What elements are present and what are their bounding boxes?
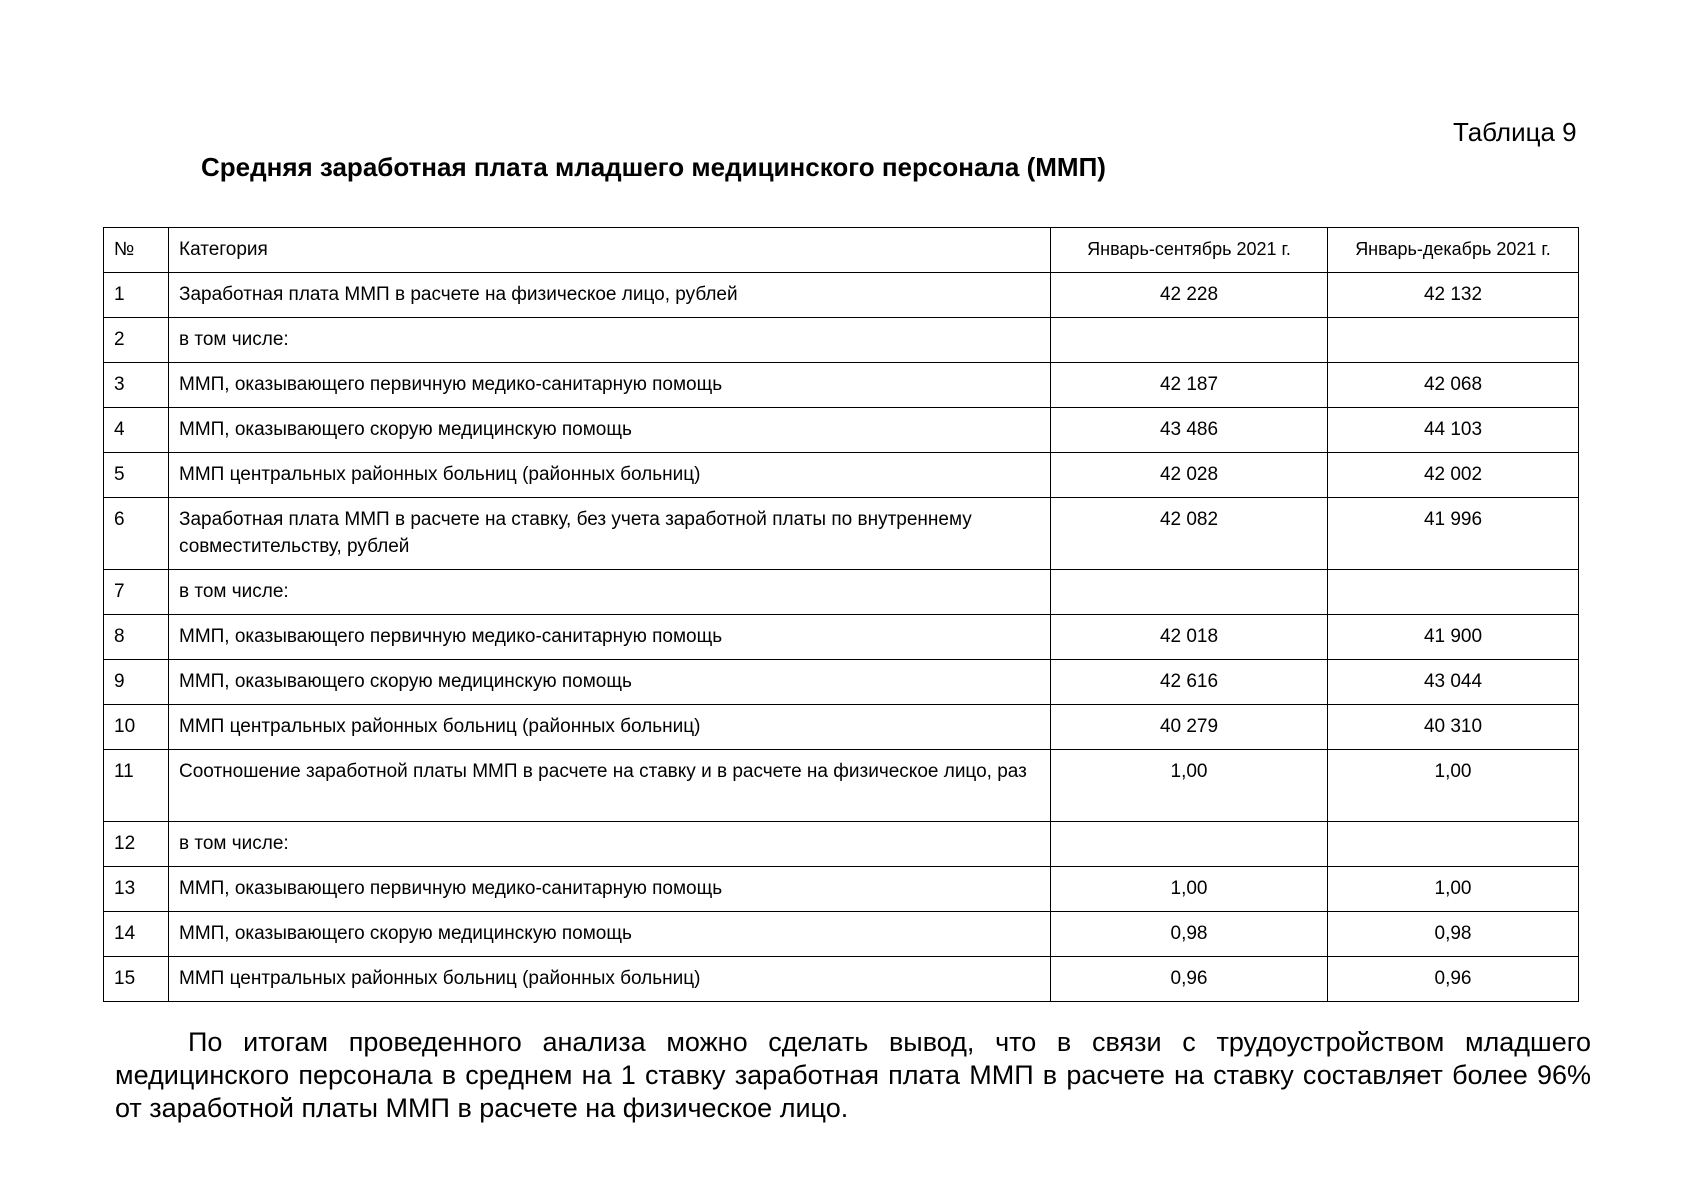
row-value-jan-sep: 1,00: [1051, 750, 1328, 822]
row-value-jan-sep: 42 616: [1051, 660, 1328, 705]
row-value-jan-dec: 44 103: [1328, 408, 1579, 453]
table-row: [104, 957, 1579, 1002]
table-row: [104, 408, 1579, 453]
row-category: в том числе:: [169, 822, 1051, 867]
table-row: [104, 822, 1579, 867]
row-num: 14: [104, 912, 169, 957]
row-value-jan-dec: 42 068: [1328, 363, 1579, 408]
row-value-jan-dec: [1328, 822, 1579, 867]
row-num: 11: [104, 750, 169, 822]
header-category: Категория: [169, 228, 1051, 273]
row-category: ММП, оказывающего первичную медико-санитарную помощь: [169, 615, 1051, 660]
row-num: 8: [104, 615, 169, 660]
row-num: 6: [104, 498, 169, 570]
row-num: 13: [104, 867, 169, 912]
row-value-jan-dec: 43 044: [1328, 660, 1579, 705]
row-num: 1: [104, 273, 169, 318]
row-category: Заработная плата ММП в расчете на физическое лицо, рублей: [169, 273, 1051, 318]
row-value-jan-sep: 42 018: [1051, 615, 1328, 660]
header-jan-dec-2021: Январь-декабрь 2021 г.: [1328, 228, 1579, 273]
row-value-jan-dec: 42 132: [1328, 273, 1579, 318]
row-value-jan-sep: [1051, 318, 1328, 363]
row-value-jan-sep: 42 228: [1051, 273, 1328, 318]
row-num: 12: [104, 822, 169, 867]
row-value-jan-dec: [1328, 318, 1579, 363]
table-row: [104, 867, 1579, 912]
table-header-row: [104, 228, 1579, 273]
table-row: [104, 363, 1579, 408]
row-num: 5: [104, 453, 169, 498]
row-category: ММП, оказывающего скорую медицинскую помощь: [169, 408, 1051, 453]
row-category: ММП, оказывающего первичную медико-санитарную помощь: [169, 363, 1051, 408]
row-value-jan-sep: 1,00: [1051, 867, 1328, 912]
table-row: [104, 912, 1579, 957]
row-num: 9: [104, 660, 169, 705]
row-value-jan-sep: 0,98: [1051, 912, 1328, 957]
row-num: 15: [104, 957, 169, 1002]
table-row: [104, 615, 1579, 660]
row-category: ММП, оказывающего скорую медицинскую помощь: [169, 912, 1051, 957]
conclusion-paragraph: По итогам проведенного анализа можно сделать вывод, что в связи с трудоустройством младшего медицинского персонала в среднем на 1 ставку заработная плата ММП в расчете на ставку составляет более 96% от заработной платы ММП в расчете на физическое лицо.: [115, 1027, 1591, 1123]
table-title: Средняя заработная плата младшего медицинского персонала (ММП): [201, 152, 1106, 182]
row-category: в том числе:: [169, 318, 1051, 363]
row-num: 2: [104, 318, 169, 363]
row-value-jan-sep: 43 486: [1051, 408, 1328, 453]
row-category: ММП центральных районных больниц (районных больниц): [169, 705, 1051, 750]
table-row: [104, 318, 1579, 363]
row-value-jan-sep: [1051, 570, 1328, 615]
table-row: [104, 498, 1579, 570]
row-value-jan-dec: 41 996: [1328, 498, 1579, 570]
salary-table: [103, 227, 1579, 1002]
row-value-jan-dec: 42 002: [1328, 453, 1579, 498]
table-row: [104, 705, 1579, 750]
row-value-jan-dec: 0,98: [1328, 912, 1579, 957]
row-value-jan-dec: 1,00: [1328, 750, 1579, 822]
header-num: №: [104, 228, 169, 273]
row-num: 4: [104, 408, 169, 453]
table-row: [104, 660, 1579, 705]
row-category: ММП центральных районных больниц (районных больниц): [169, 453, 1051, 498]
row-value-jan-dec: 41 900: [1328, 615, 1579, 660]
row-num: 3: [104, 363, 169, 408]
row-category: ММП центральных районных больниц (районных больниц): [169, 957, 1051, 1002]
row-num: 10: [104, 705, 169, 750]
row-value-jan-sep: 42 082: [1051, 498, 1328, 570]
table-row: [104, 570, 1579, 615]
row-category: ММП, оказывающего первичную медико-санитарную помощь: [169, 867, 1051, 912]
row-value-jan-dec: 1,00: [1328, 867, 1579, 912]
row-value-jan-dec: 0,96: [1328, 957, 1579, 1002]
row-value-jan-sep: 0,96: [1051, 957, 1328, 1002]
table-number-label: Таблица 9: [1453, 117, 1577, 147]
row-value-jan-sep: 42 187: [1051, 363, 1328, 408]
table-row: [104, 453, 1579, 498]
table-row: [104, 750, 1579, 822]
row-num: 7: [104, 570, 169, 615]
row-value-jan-sep: [1051, 822, 1328, 867]
row-value-jan-dec: [1328, 570, 1579, 615]
row-value-jan-sep: 42 028: [1051, 453, 1328, 498]
header-jan-sep-2021: Январь-сентябрь 2021 г.: [1051, 228, 1328, 273]
row-value-jan-sep: 40 279: [1051, 705, 1328, 750]
row-category: Соотношение заработной платы ММП в расчете на ставку и в расчете на физическое лицо, раз: [169, 750, 1051, 822]
table-row: [104, 273, 1579, 318]
row-category: Заработная плата ММП в расчете на ставку, без учета заработной платы по внутреннему совместительству, рублей: [169, 498, 1051, 570]
row-category: ММП, оказывающего скорую медицинскую помощь: [169, 660, 1051, 705]
row-category: в том числе:: [169, 570, 1051, 615]
row-value-jan-dec: 40 310: [1328, 705, 1579, 750]
